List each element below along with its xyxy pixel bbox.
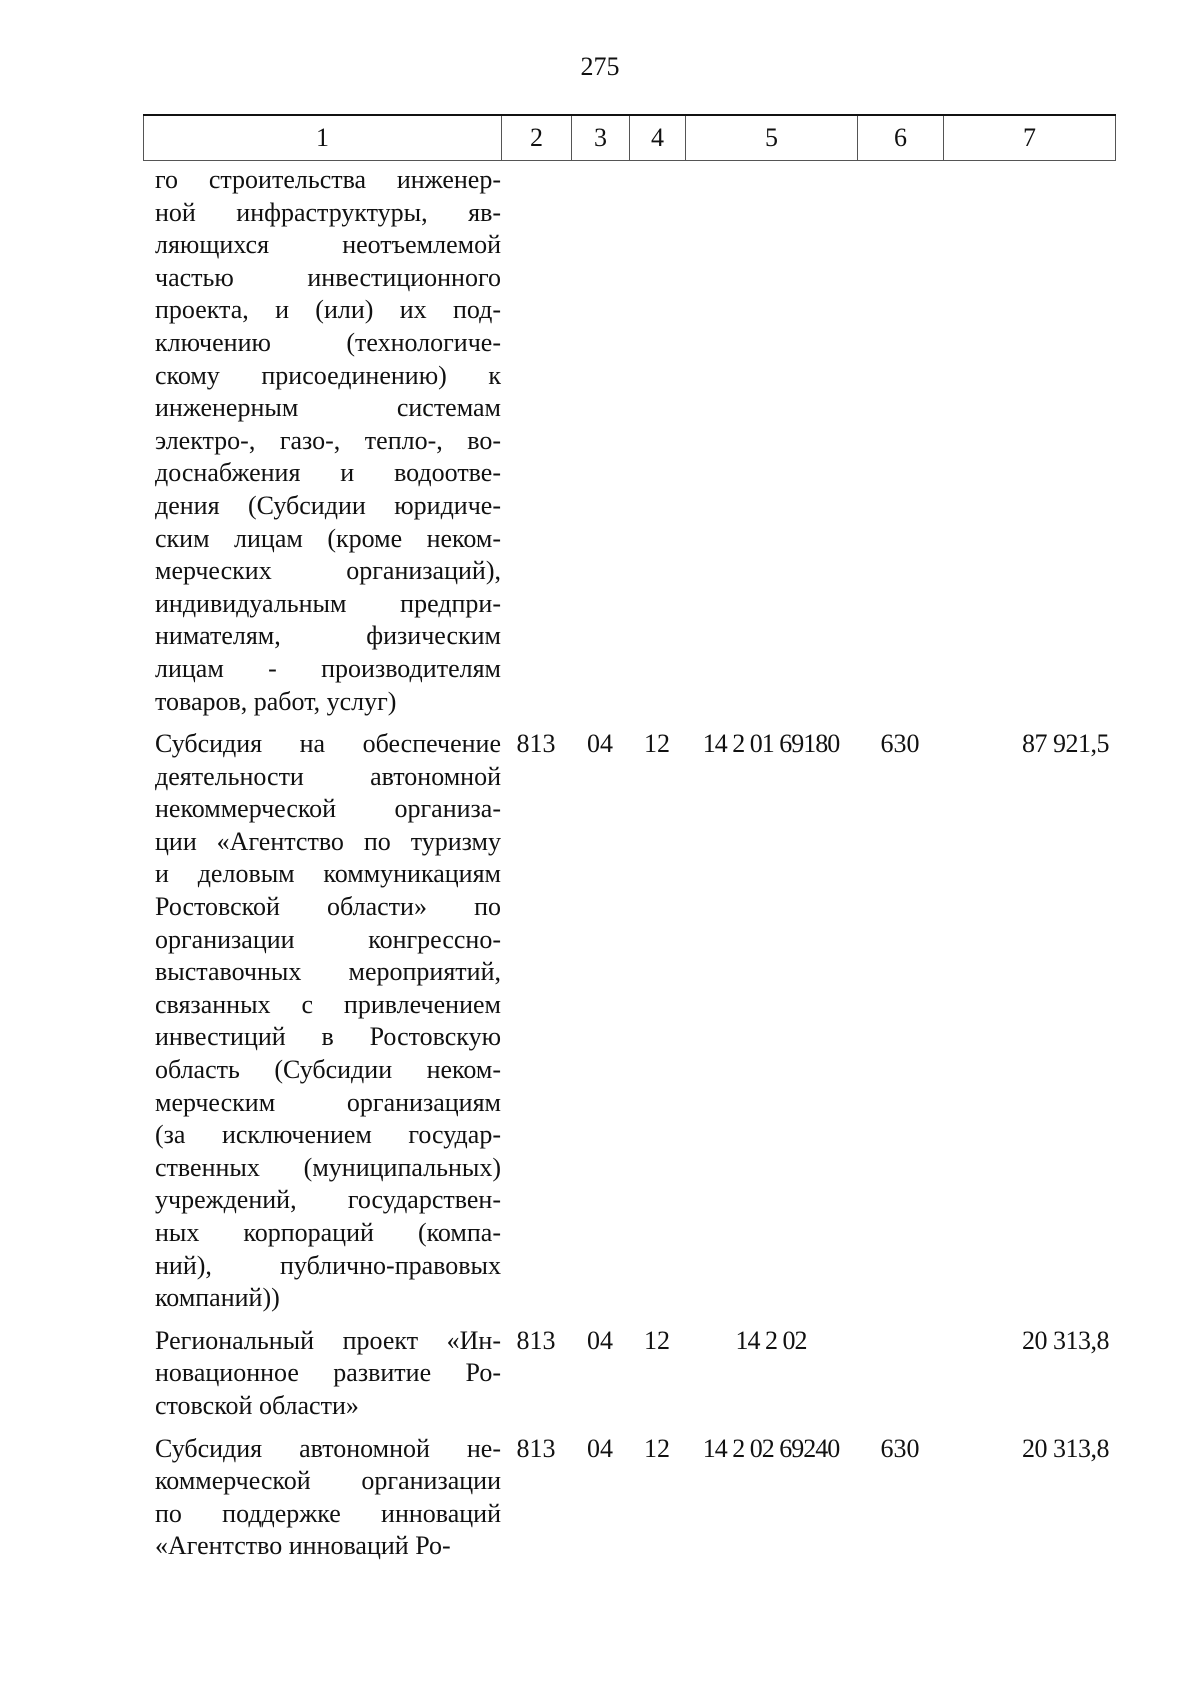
table-row bbox=[143, 1433, 1115, 1563]
row-description bbox=[143, 1325, 501, 1423]
description-line: Региональный проект «Ин- bbox=[155, 1325, 501, 1355]
row-col-7: 20 313,8 bbox=[1022, 1433, 1109, 1463]
row-col-4 bbox=[629, 164, 685, 718]
description-line: дения (Субсидии юридиче- bbox=[155, 490, 501, 520]
description-line: скому присоединению) к bbox=[155, 360, 501, 390]
description-line: ским лицам (кроме неком- bbox=[155, 523, 501, 553]
row-col-6 bbox=[857, 1325, 943, 1423]
header-col-1: 1 bbox=[144, 115, 502, 161]
header-col-4: 4 bbox=[630, 115, 686, 161]
row-col-3: 04 bbox=[587, 1433, 613, 1463]
table-row bbox=[143, 1325, 1115, 1423]
description-line: учреждений, государствен- bbox=[155, 1185, 501, 1215]
description-line: коммерческой организации bbox=[155, 1466, 501, 1496]
description-line: некоммерческой организа- bbox=[155, 794, 501, 824]
row-col-5: 14 2 02 69240 bbox=[702, 1433, 840, 1463]
description-line: деятельности автономной bbox=[155, 761, 501, 791]
description-line: лицам - производителям bbox=[155, 653, 501, 683]
description-line: (за исключением государ- bbox=[155, 1120, 501, 1150]
table-row bbox=[143, 164, 1115, 718]
description-line: ции «Агентство по туризму bbox=[155, 826, 501, 856]
row-col-5: 14 2 01 69180 bbox=[702, 729, 840, 759]
table-header bbox=[143, 114, 1116, 161]
row-description bbox=[143, 1433, 501, 1563]
description-line: Ростовской области» по bbox=[155, 892, 501, 922]
row-col-4: 12 bbox=[644, 1325, 670, 1355]
description-line: область (Субсидии неком- bbox=[155, 1055, 501, 1085]
header-col-3: 3 bbox=[572, 115, 630, 161]
row-col-4: 12 bbox=[644, 1433, 670, 1463]
row-col-3: 04 bbox=[587, 1325, 613, 1355]
description-line: ных корпораций (компа- bbox=[155, 1218, 501, 1247]
row-col-5 bbox=[685, 164, 857, 718]
description-line: выставочных мероприятий, bbox=[155, 957, 501, 987]
row-col-6: 630 bbox=[880, 729, 920, 759]
row-col-2: 813 bbox=[516, 1433, 556, 1463]
description-line: «Агентство инноваций Ро- bbox=[155, 1531, 451, 1561]
description-line: по поддержке инноваций bbox=[155, 1498, 501, 1528]
row-col-3: 04 bbox=[587, 729, 613, 759]
header-col-5: 5 bbox=[686, 115, 858, 161]
description-line: товаров, работ, услуг) bbox=[155, 686, 397, 716]
description-line: инвестиций в Ростовскую bbox=[155, 1022, 501, 1052]
row-description bbox=[143, 164, 501, 718]
row-col-6 bbox=[857, 164, 943, 718]
row-col-7 bbox=[943, 164, 1115, 718]
description-line: частью инвестиционного bbox=[155, 262, 501, 292]
row-col-2: 813 bbox=[516, 729, 556, 759]
description-line: связанных с привлечением bbox=[155, 989, 501, 1019]
row-col-3 bbox=[571, 164, 629, 718]
header-col-7: 7 bbox=[944, 115, 1116, 161]
description-line: го строительства инженер- bbox=[155, 165, 501, 194]
description-line: ляющихся неотъемлемой bbox=[155, 230, 501, 260]
table-row bbox=[143, 728, 1115, 1315]
description-line: индивидуальным предпри- bbox=[155, 588, 501, 618]
header-col-6: 6 bbox=[858, 115, 944, 161]
header-col-2: 2 bbox=[502, 115, 572, 161]
table-body bbox=[143, 160, 1115, 1573]
description-line: инженерным системам bbox=[155, 393, 501, 423]
description-line: электро-, газо-, тепло-, во- bbox=[155, 425, 501, 455]
row-col-2 bbox=[501, 164, 571, 718]
description-line: ний), публично-правовых bbox=[155, 1250, 501, 1280]
description-line: ственных (муниципальных) bbox=[155, 1152, 501, 1182]
description-line: доснабжения и водоотве- bbox=[155, 458, 501, 488]
row-col-7: 20 313,8 bbox=[1022, 1325, 1109, 1355]
description-line: ключению (технологиче- bbox=[155, 327, 501, 357]
page-number: 275 bbox=[580, 52, 620, 81]
description-line: мерческим организациям bbox=[155, 1087, 501, 1117]
description-line: Субсидия на обеспечение bbox=[155, 729, 501, 759]
row-col-5: 14 2 02 bbox=[735, 1325, 807, 1355]
row-description bbox=[143, 728, 501, 1315]
description-line: организации конгрессно- bbox=[155, 924, 501, 954]
description-line: стовской области» bbox=[155, 1390, 359, 1420]
row-col-6: 630 bbox=[880, 1433, 920, 1463]
description-line: компаний)) bbox=[155, 1283, 280, 1313]
description-line: мерческих организаций), bbox=[155, 556, 501, 586]
description-line: Субсидия автономной не- bbox=[155, 1433, 501, 1463]
row-col-2: 813 bbox=[516, 1325, 556, 1355]
description-line: ной инфраструктуры, яв- bbox=[155, 197, 501, 227]
description-line: новационное развитие Ро- bbox=[155, 1358, 501, 1388]
row-col-4: 12 bbox=[644, 729, 670, 759]
description-line: нимателям, физическим bbox=[155, 621, 501, 651]
description-line: проекта, и (или) их под- bbox=[155, 295, 501, 325]
description-line: и деловым коммуникациям bbox=[155, 859, 501, 889]
row-col-7: 87 921,5 bbox=[1022, 729, 1109, 759]
